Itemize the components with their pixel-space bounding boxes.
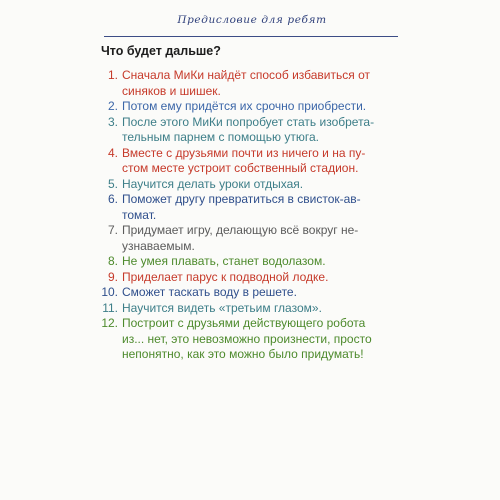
list-item: [98, 223, 408, 254]
list-item: [98, 192, 408, 223]
list-item: [98, 285, 408, 301]
item-number: 9.: [107, 269, 118, 284]
item-number: 8.: [107, 254, 118, 268]
list-item: [98, 99, 408, 115]
list-item: [98, 254, 408, 270]
item-number: 10.: [101, 285, 118, 299]
item-text: Сначала МиКи найдёт способ избавиться от синяков и шишек.: [122, 68, 370, 98]
list-item: [98, 316, 408, 363]
item-number: 1.: [107, 68, 118, 82]
item-text: Построит с друзьями действующего робота из... нет, это невозможно произнести, просто непонятно, как это можно было придумать!: [122, 316, 372, 361]
item-text: Не умея плавать, станет водолазом.: [122, 254, 326, 268]
item-number: 3.: [107, 114, 118, 129]
item-text: Потом ему придётся их срочно приобрести.: [122, 99, 367, 113]
list-item: [98, 68, 408, 99]
item-text: Научится делать уроки отдыхая.: [122, 176, 304, 191]
item-number: 12.: [101, 316, 118, 330]
item-text: Научится видеть «третьим глазом».: [122, 300, 322, 315]
item-text: Приделает парус к подводной лодке.: [122, 269, 329, 284]
item-number: 2.: [107, 99, 118, 113]
list-item: [98, 146, 408, 177]
item-text: После этого МиКи попробует стать изобрета- тельным парнем с помощью утюга.: [122, 114, 375, 144]
list-item: [98, 301, 408, 317]
list-item: [98, 270, 408, 286]
item-number: 6.: [107, 192, 118, 206]
section-heading: Что будет дальше?: [101, 44, 221, 58]
item-number: 7.: [107, 223, 118, 237]
item-number: 11.: [102, 300, 118, 315]
list-item: [98, 115, 408, 146]
running-header: Предисловие для ребят: [177, 14, 327, 26]
list-item: [98, 177, 408, 193]
numbered-list: [98, 68, 408, 363]
header-divider: [104, 36, 398, 37]
item-number: 5.: [107, 176, 118, 191]
item-text: Сможет таскать воду в решете.: [122, 285, 297, 299]
item-text: Придумает игру, делающую всё вокруг не- узнаваемым.: [122, 223, 359, 253]
item-text: Вместе с друзьями почти из ничего и на пу- стом месте устроит собственный стадион.: [122, 145, 366, 175]
item-text: Поможет другу превратиться в свисток-ав- томат.: [122, 192, 361, 222]
item-number: 4.: [107, 145, 118, 160]
